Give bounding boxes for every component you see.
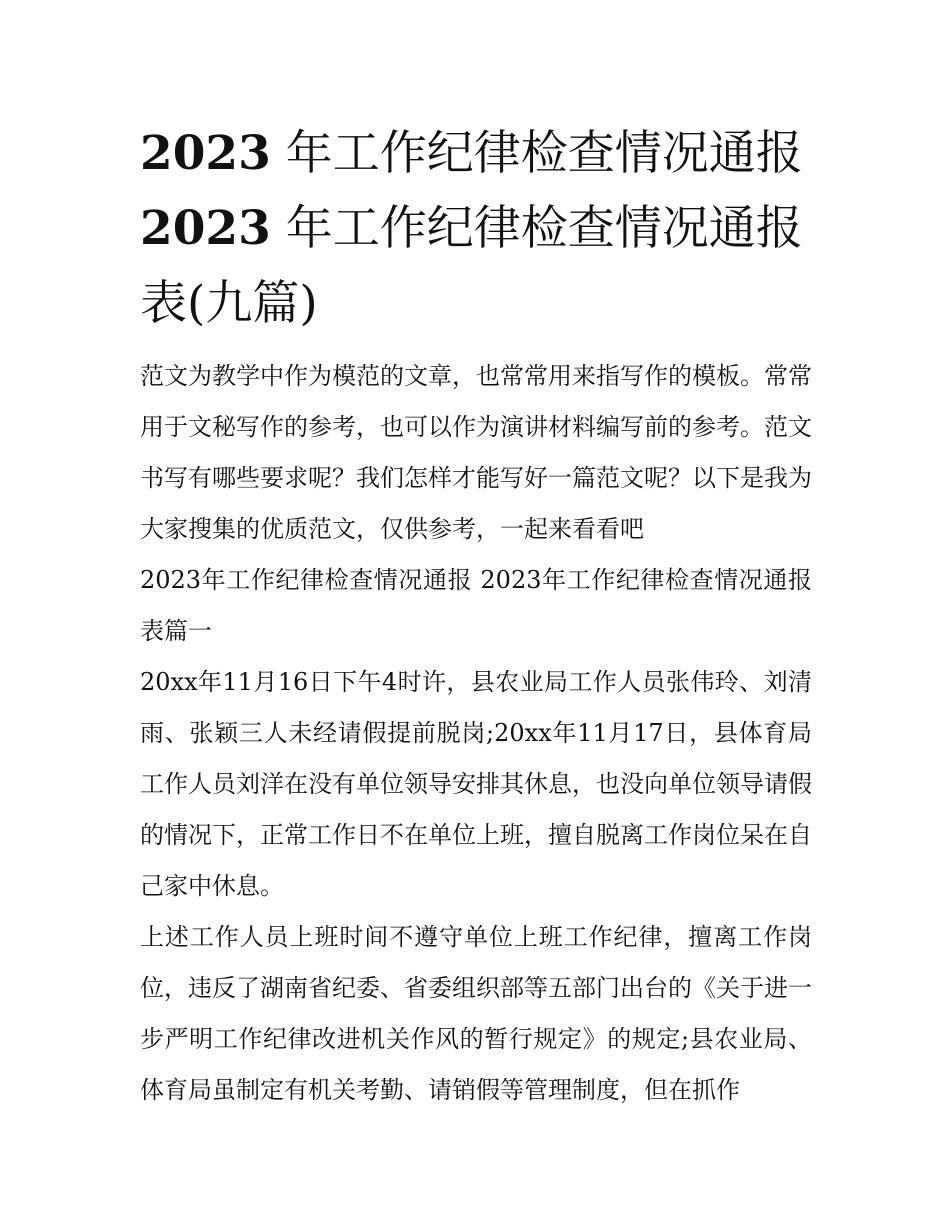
document-title [140, 116, 812, 341]
title-year: 2023 [140, 201, 271, 256]
title-line-1 [140, 116, 812, 191]
title-text: 年工作纪律检查情况通报 [285, 126, 803, 181]
intro-paragraph: 范文为教学中作为模范的文章，也常常用来指写作的模板。常常用于文秘写作的参考，也可以作为演讲材料编写前的参考。范文书写有哪些要求呢？我们怎样才能写好一篇范文呢？以下是我为大家搜集的优质范文，仅供参考，一起来看看吧 [140, 362, 812, 543]
title-text: 表(九篇) [140, 276, 318, 331]
section-heading: 2023年工作纪律检查情况通报 2023年工作纪律检查情况通报表篇一 [140, 566, 812, 645]
body-paragraph: 20xx年11月16日下午4时许，县农业局工作人员张伟玲、刘清雨、张颖三人未经请假提前脱岗;20xx年11月17日，县体育局工作人员刘洋在没有单位领导安排其休息，也没向单位领导请假的情况下，正常工作日不在单位上班，擅自脱离工作岗位呆在自己家中休息。 [140, 668, 812, 900]
document-body [140, 116, 812, 1116]
title-year: 2023 [140, 126, 271, 181]
title-line-3 [140, 266, 812, 341]
title-text: 年工作纪律检查情况通报 [285, 201, 803, 256]
title-line-2 [140, 191, 812, 266]
body-paragraph: 上述工作人员上班时间不遵守单位上班工作纪律，擅离工作岗位，违反了湖南省纪委、省委组织部等五部门出台的《关于进一步严明工作纪律改进机关作风的暂行规定》的规定;县农业局、体育局虽制定有机关考勤、请销假等管理制度，但在抓作 [140, 923, 812, 1104]
